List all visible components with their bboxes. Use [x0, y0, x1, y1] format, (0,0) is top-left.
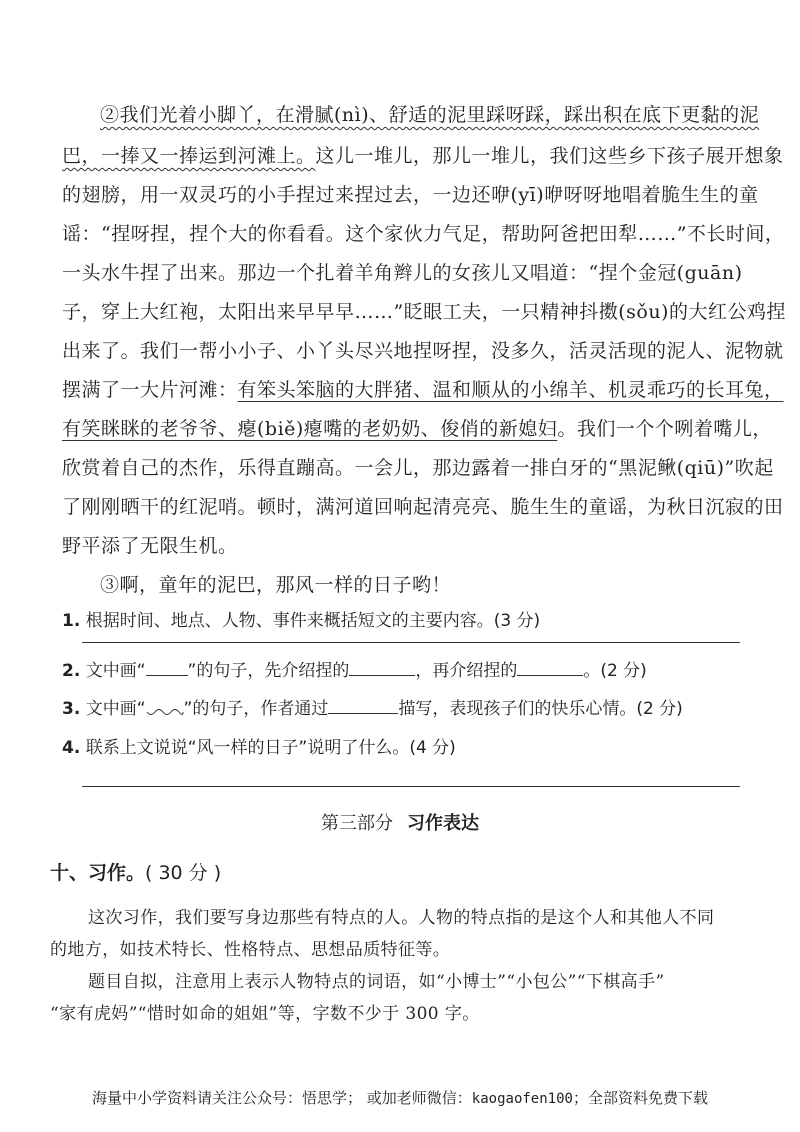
straight-underlined-sentence-end: 有笑眯眯的老爷爷、瘪(biě)瘪嘴的老奶奶、俊俏的新媳妇: [62, 418, 558, 440]
answer-blank-3[interactable]: [328, 697, 398, 714]
section-heading: 第三部分 习作表达: [321, 813, 479, 834]
passage-line-5: 一头水牛捏了出来。那边一个扎着羊角辫儿的女孩儿又唱道：“捏个金冠(guān): [62, 262, 743, 284]
passage-line-12: 野平添了无限生机。: [62, 535, 238, 557]
passage-line-2: 巴，一捧又一捧运到河滩上。这儿一堆儿，那儿一堆儿，我们这些乡下孩子展开想象: [62, 145, 784, 167]
task-paragraph-1-line-2: 的地方，如技术特长、性格特点、思想品质特征等。: [50, 940, 451, 960]
task-paragraph-2-line-2: “家有虎妈”“惜时如命的姐姐”等，字数不少于 300 字。: [50, 1004, 480, 1024]
passage-line-10: 欣赏着自己的杰作，乐得直蹦高。一会儿，那边露着一排白牙的“黑泥鳅(qiū)”吹起: [62, 457, 774, 479]
answer-line-4[interactable]: [82, 786, 740, 787]
wavy-underlined-sentence-end: 巴，一捧又一捧运到河滩上。: [62, 145, 316, 167]
task-paragraph-1-line-1: 这次习作，我们要写身边那些有特点的人。人物的特点指的是这个人和其他人不同: [88, 908, 715, 928]
answer-blank-2b[interactable]: [517, 659, 583, 676]
passage-line-13: ③啊，童年的泥巴，那风一样的日子哟！: [100, 574, 452, 596]
wavy-line-sample: [146, 703, 184, 723]
passage-line-3: 的翅膀，用一双灵巧的小手捏过来捏过去，一边还咿(yī)咿呀呀地唱着脆生生的童: [62, 184, 759, 206]
question-3: 3. 文中画“ ”的句子，作者通过 描写，表现孩子们的快乐心情。(2 分): [62, 694, 683, 723]
answer-line-1[interactable]: [82, 642, 740, 643]
footer-note: 海量中小学资料请关注公众号：悟思学； 或加老师微信：kaogaofen100；全部资料免费下载: [92, 1089, 708, 1107]
question-2: 2. 文中画“ ”的句子，先介绍捏的 ，再介绍捏的 。(2 分): [62, 661, 647, 681]
passage-line-6: 子，穿上大红袍，太阳出来早早早……”眨眼工夫，一只精神抖擞(sǒu)的大红公鸡捏: [62, 301, 786, 323]
straight-line-sample: [146, 659, 188, 676]
task-paragraph-2-line-1: 题目自拟，注意用上表示人物特点的词语，如“小博士”“小包公”“下棋高手”: [88, 972, 665, 992]
passage-line-7: 出来了。我们一帮小小子、小丫头尽兴地捏呀捏，没多久，活灵活现的泥人、泥物就: [62, 340, 784, 362]
answer-blank-2a[interactable]: [349, 659, 415, 676]
wechat-id: kaogaofen100: [471, 1091, 573, 1107]
passage-line-11: 了刚刚晒干的红泥哨。顿时，满河道回响起清亮亮、脆生生的童谣，为秋日沉寂的田: [62, 496, 784, 518]
question-4: 4. 联系上文说说“风一样的日子”说明了什么。(4 分): [62, 738, 456, 758]
task-heading: 十、习作。( 30 分 ): [50, 862, 222, 884]
passage-line-4: 谣：“捏呀捏，捏个大的你看看。这个家伙力气足，帮助阿爸把田犁……”不长时间，: [62, 223, 785, 245]
passage-line-1: [100, 100, 759, 127]
passage-line-9: 有笑眯眯的老爷爷、瘪(biě)瘪嘴的老奶奶、俊俏的新媳妇。我们一个个咧着嘴儿，: [62, 418, 772, 440]
question-1: 1. 根据时间、地点、人物、事件来概括短文的主要内容。(3 分): [62, 611, 541, 631]
wavy-underlined-sentence: ②我们光着小脚丫，在滑腻(nì)、舒适的泥里踩呀踩，踩出积在底下更黏的泥: [100, 104, 760, 126]
straight-underlined-sentence: 有笨头笨脑的大胖猪、温和顺从的小绵羊、机灵乖巧的长耳兔，: [237, 379, 784, 401]
passage-line-8: 摆满了一大片河滩：有笨头笨脑的大胖猪、温和顺从的小绵羊、机灵乖巧的长耳兔，: [62, 379, 784, 401]
